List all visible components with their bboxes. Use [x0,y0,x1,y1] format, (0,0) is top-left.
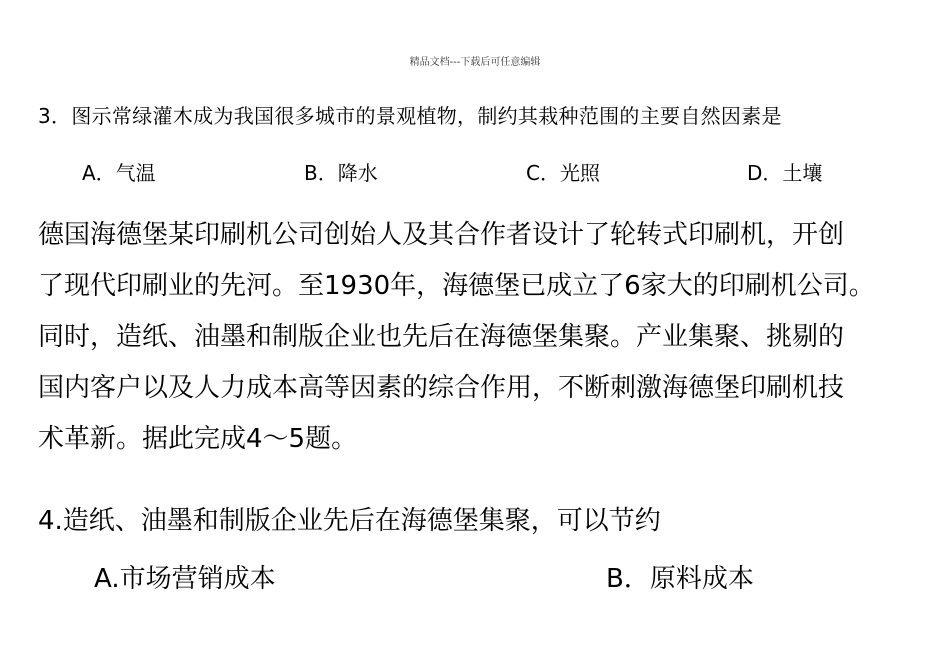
question-3-option-a: A．气温 [82,161,156,185]
question-3-options [82,157,862,183]
question-4-option-a: A.市场营销成本 [94,564,276,594]
question-3-option-b: B．降水 [304,161,378,185]
material-line: 了现代印刷业的先河。至1930年，海德堡已成立了6家大的印刷机公司。 [38,271,875,301]
material-line: 同时，造纸、油墨和制版企业也先后在海德堡集聚。产业集聚、挑剔的 [38,322,845,352]
reading-material [38,210,943,465]
question-3-option-c: C．光照 [526,161,600,185]
material-line: 德国海德堡某印刷机公司创始人及其合作者设计了轮转式印刷机，开创 [38,220,845,250]
question-4-options [94,558,894,594]
question-4-option-b: B．原料成本 [606,564,754,594]
question-3-stem: 3．图示常绿灌木成为我国很多城市的景观植物，制约其栽种范围的主要自然因素是 [38,104,782,128]
material-line: 国内客户以及人力成本高等因素的综合作用，不断刺激海德堡印刷机技 [38,373,845,403]
page-header: 精品文档---下载后可任意编辑 [409,57,541,68]
material-line: 术革新。据此完成4～5题。 [38,424,358,454]
question-4-stem: 4.造纸、油墨和制版企业先后在海德堡集聚，可以节约 [38,506,661,536]
question-3-option-d: D．土壤 [747,161,823,185]
